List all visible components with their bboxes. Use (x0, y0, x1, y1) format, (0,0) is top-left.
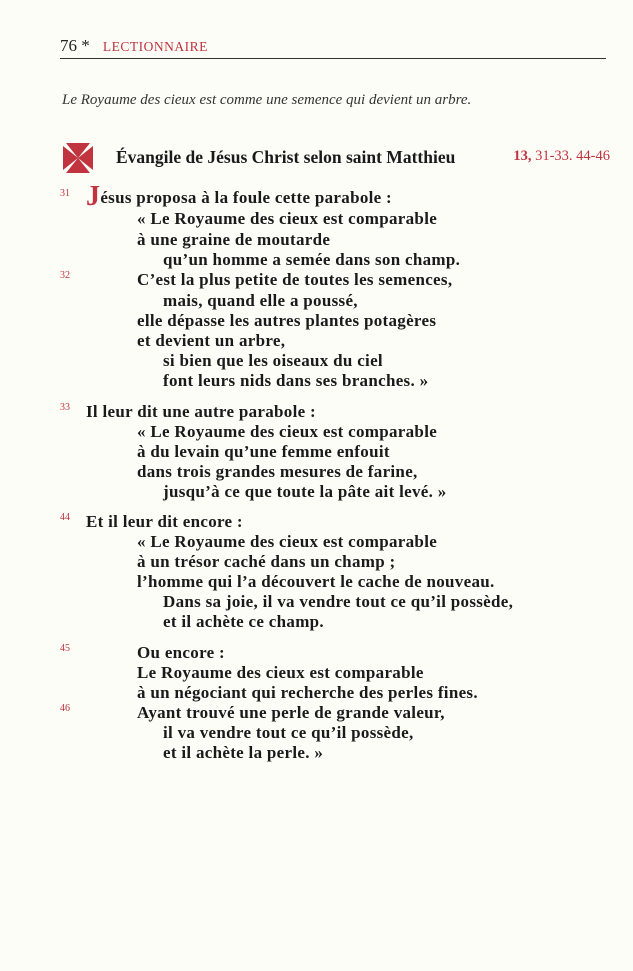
verse-number: 44 (60, 512, 70, 523)
gospel-title: Évangile de Jésus Christ selon saint Matthieu (116, 147, 456, 167)
running-title: LECTIONNAIRE (102, 39, 208, 54)
verse-number: 46 (60, 703, 70, 714)
gospel-reference (513, 148, 610, 165)
text-line: Ou encore : (137, 643, 225, 662)
verse-number: 31 (60, 188, 70, 199)
text-line: Ayant trouvé une perle de grande valeur, (137, 703, 445, 722)
text-line: Et il leur dit encore : (86, 512, 243, 531)
text-line: Il leur dit une autre parabole : (86, 402, 316, 421)
gospel-ref-verses: 31-33. 44-46 (535, 148, 610, 164)
gospel-ref-chapter: 13, (513, 148, 532, 164)
page-number: 76 * (60, 36, 90, 55)
text-line: font leurs nids dans ses branches. » (163, 371, 429, 390)
text-line: l’homme qui l’a découvert le cache de nouveau. (137, 572, 495, 591)
verse-number: 45 (60, 643, 70, 654)
text-line: à un négociant qui recherche des perles fines. (137, 683, 478, 702)
text-line: Dans sa joie, il va vendre tout ce qu’il possède, (163, 592, 514, 611)
text-line: C’est la plus petite de toutes les semences, (137, 270, 453, 289)
reading-subtitle: Le Royaume des cieux est comme une semence qui devient un arbre. (62, 92, 472, 108)
page-header (60, 36, 606, 59)
text-line: « Le Royaume des cieux est comparable (137, 422, 438, 441)
text-line: Le Royaume des cieux est comparable (137, 663, 424, 682)
text-line: et il achète la perle. » (163, 743, 324, 762)
text-line: Jésus proposa à la foule cette parabole : (86, 181, 393, 212)
text-line: « Le Royaume des cieux est comparable (137, 532, 438, 551)
text-line: qu’un homme a semée dans son champ. (163, 250, 461, 269)
verse-number: 33 (60, 402, 70, 413)
text-line: il va vendre tout ce qu’il possède, (163, 723, 414, 742)
text-line: mais, quand elle a poussé, (163, 291, 358, 310)
text-line: et devient un arbre, (137, 331, 286, 350)
text-line: à une graine de moutarde (137, 230, 331, 249)
text-line: si bien que les oiseaux du ciel (163, 351, 383, 370)
text-line: elle dépasse les autres plantes potagères (137, 311, 437, 330)
text-line: à un trésor caché dans un champ ; (137, 552, 396, 571)
red-cross-icon (60, 140, 96, 176)
drop-cap: J (86, 181, 101, 212)
text-line: et il achète ce champ. (163, 612, 324, 631)
text-line: dans trois grandes mesures de farine, (137, 462, 418, 481)
gospel-heading (60, 140, 610, 174)
text-line: à du levain qu’une femme enfouit (137, 442, 390, 461)
verse-number: 32 (60, 270, 70, 281)
text-line: « Le Royaume des cieux est comparable (137, 209, 438, 228)
text-line: jusqu’à ce que toute la pâte ait levé. » (163, 482, 447, 501)
